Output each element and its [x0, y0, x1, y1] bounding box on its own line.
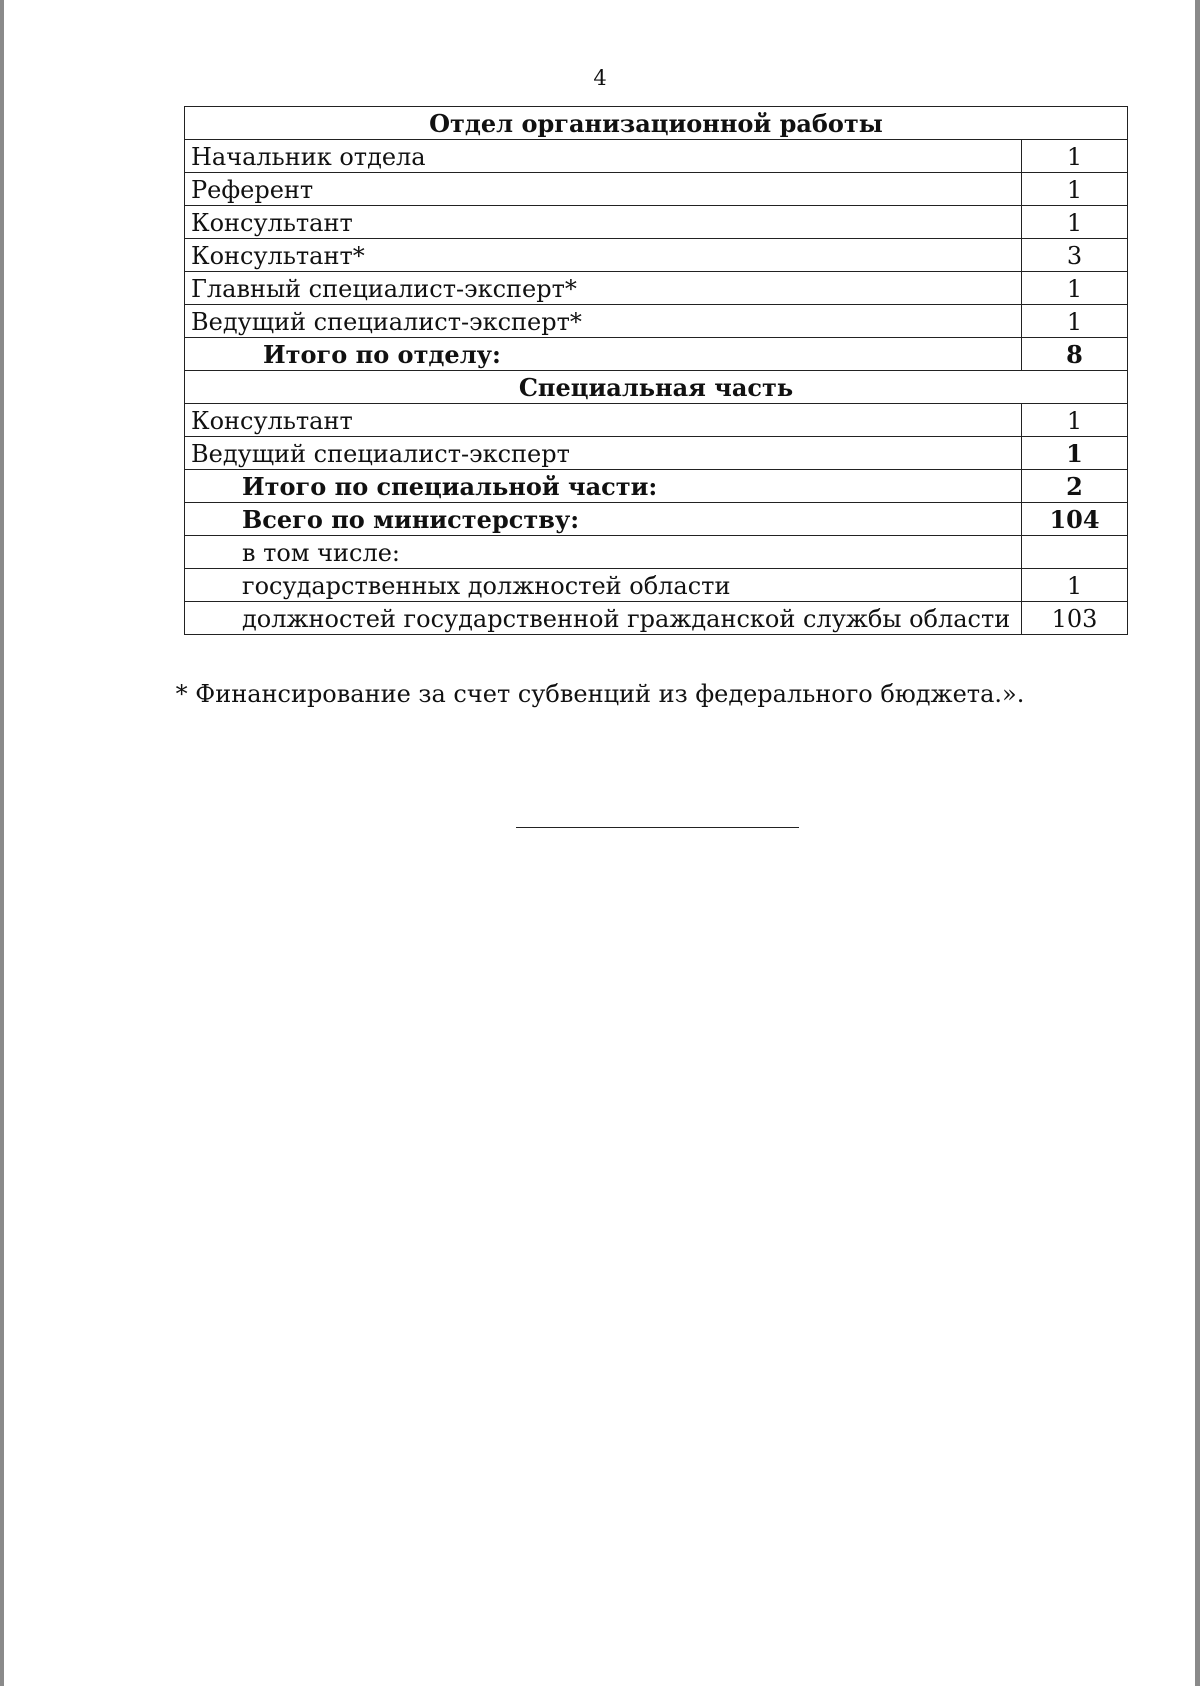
position-count: 1	[1022, 173, 1128, 206]
department-total-row	[185, 338, 1128, 371]
position-name: Ведущий специалист-эксперт	[185, 437, 1022, 470]
section-title: Специальная часть	[185, 371, 1128, 404]
total-count: 8	[1022, 338, 1128, 371]
position-name: Ведущий специалист-эксперт*	[185, 305, 1022, 338]
position-count: 1	[1022, 272, 1128, 305]
including-label: в том числе:	[185, 536, 1022, 569]
section-title: Отдел организационной работы	[185, 107, 1128, 140]
closing-rule	[516, 827, 799, 828]
position-name: Консультант	[185, 404, 1022, 437]
section-header-row	[185, 107, 1128, 140]
breakdown-count: 103	[1022, 602, 1128, 635]
position-name: Референт	[185, 173, 1022, 206]
including-row	[185, 536, 1128, 569]
position-name: Консультант*	[185, 239, 1022, 272]
footnote: * Финансирование за счет субвенций из федерального бюджета.».	[175, 680, 1025, 708]
total-label: Итого по специальной части:	[185, 470, 1022, 503]
scan-edge-left	[0, 0, 4, 1686]
table-row	[185, 404, 1128, 437]
breakdown-name: государственных должностей области	[185, 569, 1022, 602]
ministry-total-label: Всего по министерству:	[185, 503, 1022, 536]
staff-table	[184, 106, 1128, 635]
total-count: 2	[1022, 470, 1128, 503]
table-row	[185, 272, 1128, 305]
table-row	[185, 437, 1128, 470]
page-number: 4	[593, 66, 607, 90]
special-part-total-row	[185, 470, 1128, 503]
ministry-total-count: 104	[1022, 503, 1128, 536]
table-row	[185, 206, 1128, 239]
position-count: 1	[1022, 437, 1128, 470]
breakdown-row	[185, 602, 1128, 635]
position-count: 1	[1022, 140, 1128, 173]
position-count: 1	[1022, 404, 1128, 437]
position-name: Главный специалист-эксперт*	[185, 272, 1022, 305]
position-count: 1	[1022, 305, 1128, 338]
table-row	[185, 305, 1128, 338]
total-label: Итого по отделу:	[185, 338, 1022, 371]
table-row	[185, 140, 1128, 173]
empty-cell	[1022, 536, 1128, 569]
position-count: 1	[1022, 206, 1128, 239]
breakdown-count: 1	[1022, 569, 1128, 602]
position-name: Консультант	[185, 206, 1022, 239]
position-name: Начальник отдела	[185, 140, 1022, 173]
position-count: 3	[1022, 239, 1128, 272]
section-header-row	[185, 371, 1128, 404]
breakdown-row	[185, 569, 1128, 602]
table-row	[185, 239, 1128, 272]
breakdown-name: должностей государственной гражданской службы области	[185, 602, 1022, 635]
table-row	[185, 173, 1128, 206]
scan-edge-right	[1195, 0, 1200, 1686]
ministry-total-row	[185, 503, 1128, 536]
